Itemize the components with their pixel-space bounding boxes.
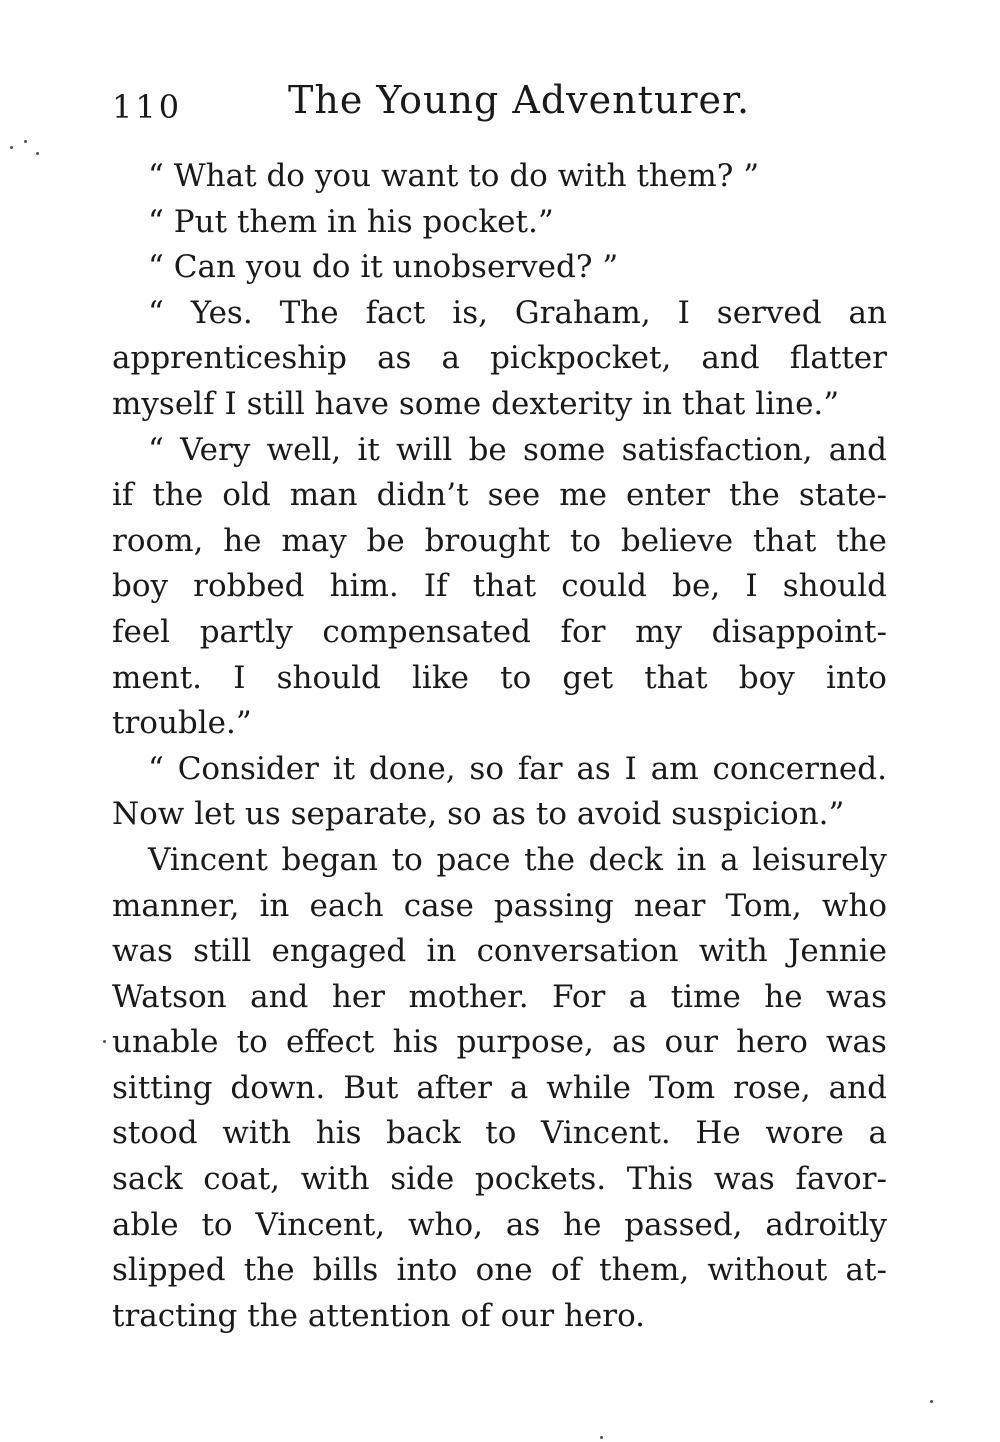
- text-line: stood with his back to Vincent. He wore a: [112, 1115, 887, 1152]
- text-line: Now let us separate, so as to avoid suspicion.”: [112, 796, 845, 833]
- text-line: room, he may be brought to believe that the: [112, 522, 887, 559]
- scan-speck: [600, 1436, 603, 1439]
- text-line: “ What do you want to do with them? ”: [148, 158, 760, 194]
- text-line: “ Yes. The fact is, Graham, I served an: [148, 294, 887, 331]
- text-line: manner, in each case passing near Tom, who: [112, 887, 887, 924]
- text-line: feel partly compensated for my disappoint-: [112, 613, 887, 650]
- text-line: unable to effect his purpose, as our hero was: [112, 1024, 887, 1061]
- text-line: “ Very well, it will be some satisfaction, and: [148, 431, 887, 468]
- text-line: trouble.”: [112, 705, 252, 742]
- text-line: sack coat, with side pockets. This was favor-: [112, 1161, 887, 1198]
- text-line: sitting down. But after a while Tom rose, and: [112, 1069, 887, 1106]
- text-line: slipped the bills into one of them, without at-: [112, 1252, 887, 1289]
- text-line: if the old man didn’t see me enter the state-: [112, 477, 887, 514]
- text-line: “ Put them in his pocket.”: [148, 203, 554, 240]
- text-line: tracting the attention of our hero.: [112, 1297, 646, 1334]
- text-line: able to Vincent, who, as he passed, adroitly: [112, 1206, 887, 1243]
- body-text: [112, 154, 887, 1339]
- scan-speck: [10, 146, 13, 149]
- scan-speck: [24, 140, 27, 143]
- text-line: apprenticeship as a pickpocket, and flatter: [112, 340, 887, 377]
- text-line: Watson and her mother. For a time he was: [112, 978, 887, 1015]
- text-line: was still engaged in conversation with Jennie: [112, 933, 887, 970]
- scan-speck: [103, 1040, 106, 1043]
- running-title: The Young Adventurer.: [288, 78, 751, 122]
- text-line: ment. I should like to get that boy into: [112, 659, 887, 696]
- text-line: “ Can you do it unobserved? ”: [148, 249, 619, 286]
- text-line: Vincent began to pace the deck in a leisurely: [148, 841, 887, 878]
- text-line: myself I still have some dexterity in that line.”: [112, 385, 840, 422]
- text-line: “ Consider it done, so far as I am concerned.: [148, 750, 887, 787]
- page-header: [112, 78, 892, 128]
- text-line: boy robbed him. If that could be, I should: [112, 568, 887, 605]
- page-number: 110: [112, 88, 183, 126]
- scan-speck: [36, 152, 39, 155]
- scan-speck: [930, 1400, 933, 1403]
